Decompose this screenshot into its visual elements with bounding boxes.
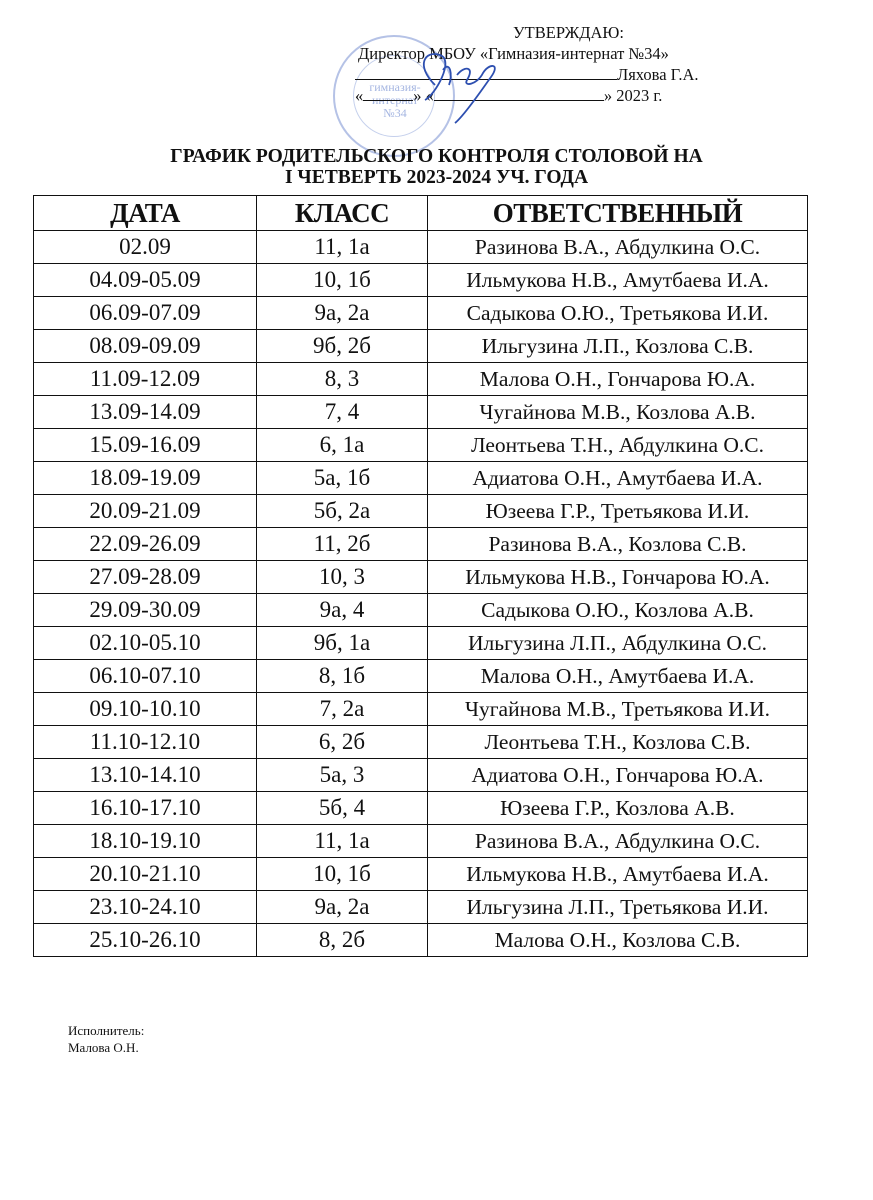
table-row (34, 363, 808, 396)
cell-responsible: Малова О.Н., Козлова С.В. (428, 924, 808, 957)
table-row (34, 792, 808, 825)
cell-responsible: Леонтьева Т.Н., Абдулкина О.С. (428, 429, 808, 462)
cell-responsible: Ильгузина Л.П., Козлова С.В. (428, 330, 808, 363)
cell-class: 6, 2б (257, 726, 428, 759)
cell-date: 23.10-24.10 (34, 891, 257, 924)
table-row (34, 264, 808, 297)
table-row (34, 825, 808, 858)
cell-date: 20.10-21.10 (34, 858, 257, 891)
cell-class: 10, 3 (257, 561, 428, 594)
header-class: КЛАСС (257, 196, 428, 231)
cell-responsible: Леонтьева Т.Н., Козлова С.В. (428, 726, 808, 759)
cell-class: 10, 1б (257, 858, 428, 891)
cell-class: 9а, 2а (257, 297, 428, 330)
cell-date: 11.09-12.09 (34, 363, 257, 396)
cell-date: 29.09-30.09 (34, 594, 257, 627)
cell-class: 9б, 2б (257, 330, 428, 363)
cell-responsible: Разинова В.А., Абдулкина О.С. (428, 231, 808, 264)
cell-class: 5б, 2а (257, 495, 428, 528)
cell-class: 8, 2б (257, 924, 428, 957)
table-header-row (34, 196, 808, 231)
table-row (34, 759, 808, 792)
cell-date: 02.09 (34, 231, 257, 264)
cell-class: 11, 1а (257, 825, 428, 858)
cell-responsible: Ильгузина Л.П., Абдулкина О.С. (428, 627, 808, 660)
approval-position: Директор МБОУ «Гимназия-интернат №34» (358, 44, 669, 63)
cell-date: 18.09-19.09 (34, 462, 257, 495)
signature (405, 45, 515, 125)
table-row (34, 627, 808, 660)
header-responsible: ОТВЕТСТВЕННЫЙ (428, 196, 808, 231)
cell-responsible: Ильмукова Н.В., Амутбаева И.А. (428, 858, 808, 891)
approval-name: Ляхова Г.А. (617, 65, 699, 84)
executor-label: Исполнитель: (68, 1023, 145, 1038)
table-row (34, 495, 808, 528)
cell-date: 04.09-05.09 (34, 264, 257, 297)
cell-date: 25.10-26.10 (34, 924, 257, 957)
cell-responsible: Ильмукова Н.В., Гончарова Ю.А. (428, 561, 808, 594)
cell-responsible: Малова О.Н., Амутбаева И.А. (428, 660, 808, 693)
cell-date: 22.09-26.09 (34, 528, 257, 561)
cell-responsible: Юзеева Г.Р., Третьякова И.И. (428, 495, 808, 528)
stamp-text: гимназия- интернат №34 (369, 80, 421, 120)
cell-date: 16.10-17.10 (34, 792, 257, 825)
cell-date: 15.09-16.09 (34, 429, 257, 462)
schedule-table (33, 195, 808, 957)
cell-class: 5а, 1б (257, 462, 428, 495)
cell-responsible: Адиатова О.Н., Гончарова Ю.А. (428, 759, 808, 792)
cell-class: 5б, 4 (257, 792, 428, 825)
cell-class: 11, 2б (257, 528, 428, 561)
cell-responsible: Разинова В.А., Абдулкина О.С. (428, 825, 808, 858)
cell-class: 9а, 2а (257, 891, 428, 924)
table-row (34, 594, 808, 627)
table-row (34, 891, 808, 924)
cell-date: 13.09-14.09 (34, 396, 257, 429)
table-row (34, 693, 808, 726)
cell-class: 11, 1а (257, 231, 428, 264)
cell-date: 18.10-19.10 (34, 825, 257, 858)
cell-class: 7, 2а (257, 693, 428, 726)
table-row (34, 858, 808, 891)
cell-responsible: Малова О.Н., Гончарова Ю.А. (428, 363, 808, 396)
table-row (34, 231, 808, 264)
cell-date: 06.09-07.09 (34, 297, 257, 330)
cell-date: 08.09-09.09 (34, 330, 257, 363)
table-row (34, 924, 808, 957)
footer (68, 1022, 144, 1056)
cell-class: 6, 1а (257, 429, 428, 462)
cell-responsible: Садыкова О.Ю., Третьякова И.И. (428, 297, 808, 330)
cell-responsible: Адиатова О.Н., Амутбаева И.А. (428, 462, 808, 495)
cell-responsible: Юзеева Г.Р., Козлова А.В. (428, 792, 808, 825)
cell-class: 5а, 3 (257, 759, 428, 792)
table-row (34, 528, 808, 561)
cell-responsible: Чугайнова М.В., Козлова А.В. (428, 396, 808, 429)
cell-responsible: Ильмукова Н.В., Амутбаева И.А. (428, 264, 808, 297)
approval-heading: УТВЕРЖДАЮ: (513, 23, 624, 42)
cell-date: 13.10-14.10 (34, 759, 257, 792)
cell-date: 20.09-21.09 (34, 495, 257, 528)
approval-date: « » « » 2023 г. (355, 86, 663, 105)
document-title (0, 146, 873, 188)
cell-date: 06.10-07.10 (34, 660, 257, 693)
table-row (34, 726, 808, 759)
cell-date: 02.10-05.10 (34, 627, 257, 660)
table-row (34, 561, 808, 594)
cell-class: 9а, 4 (257, 594, 428, 627)
header-date: ДАТА (34, 196, 257, 231)
cell-responsible: Садыкова О.Ю., Козлова А.В. (428, 594, 808, 627)
cell-class: 7, 4 (257, 396, 428, 429)
table-row (34, 330, 808, 363)
cell-date: 09.10-10.10 (34, 693, 257, 726)
cell-class: 10, 1б (257, 264, 428, 297)
cell-date: 27.09-28.09 (34, 561, 257, 594)
cell-responsible: Разинова В.А., Козлова С.В. (428, 528, 808, 561)
table-row (34, 297, 808, 330)
title-line-1: ГРАФИК РОДИТЕЛЬСКОГО КОНТРОЛЯ СТОЛОВОЙ НА (170, 146, 703, 167)
cell-class: 8, 1б (257, 660, 428, 693)
title-line-2: I ЧЕТВЕРТЬ 2023-2024 УЧ. ГОДА (284, 167, 589, 188)
cell-responsible: Ильгузина Л.П., Третьякова И.И. (428, 891, 808, 924)
table-row (34, 396, 808, 429)
table-row (34, 660, 808, 693)
table-row (34, 429, 808, 462)
cell-responsible: Чугайнова М.В., Третьякова И.И. (428, 693, 808, 726)
cell-class: 8, 3 (257, 363, 428, 396)
cell-date: 11.10-12.10 (34, 726, 257, 759)
executor-name: Малова О.Н. (68, 1040, 139, 1055)
cell-class: 9б, 1а (257, 627, 428, 660)
table-row (34, 462, 808, 495)
